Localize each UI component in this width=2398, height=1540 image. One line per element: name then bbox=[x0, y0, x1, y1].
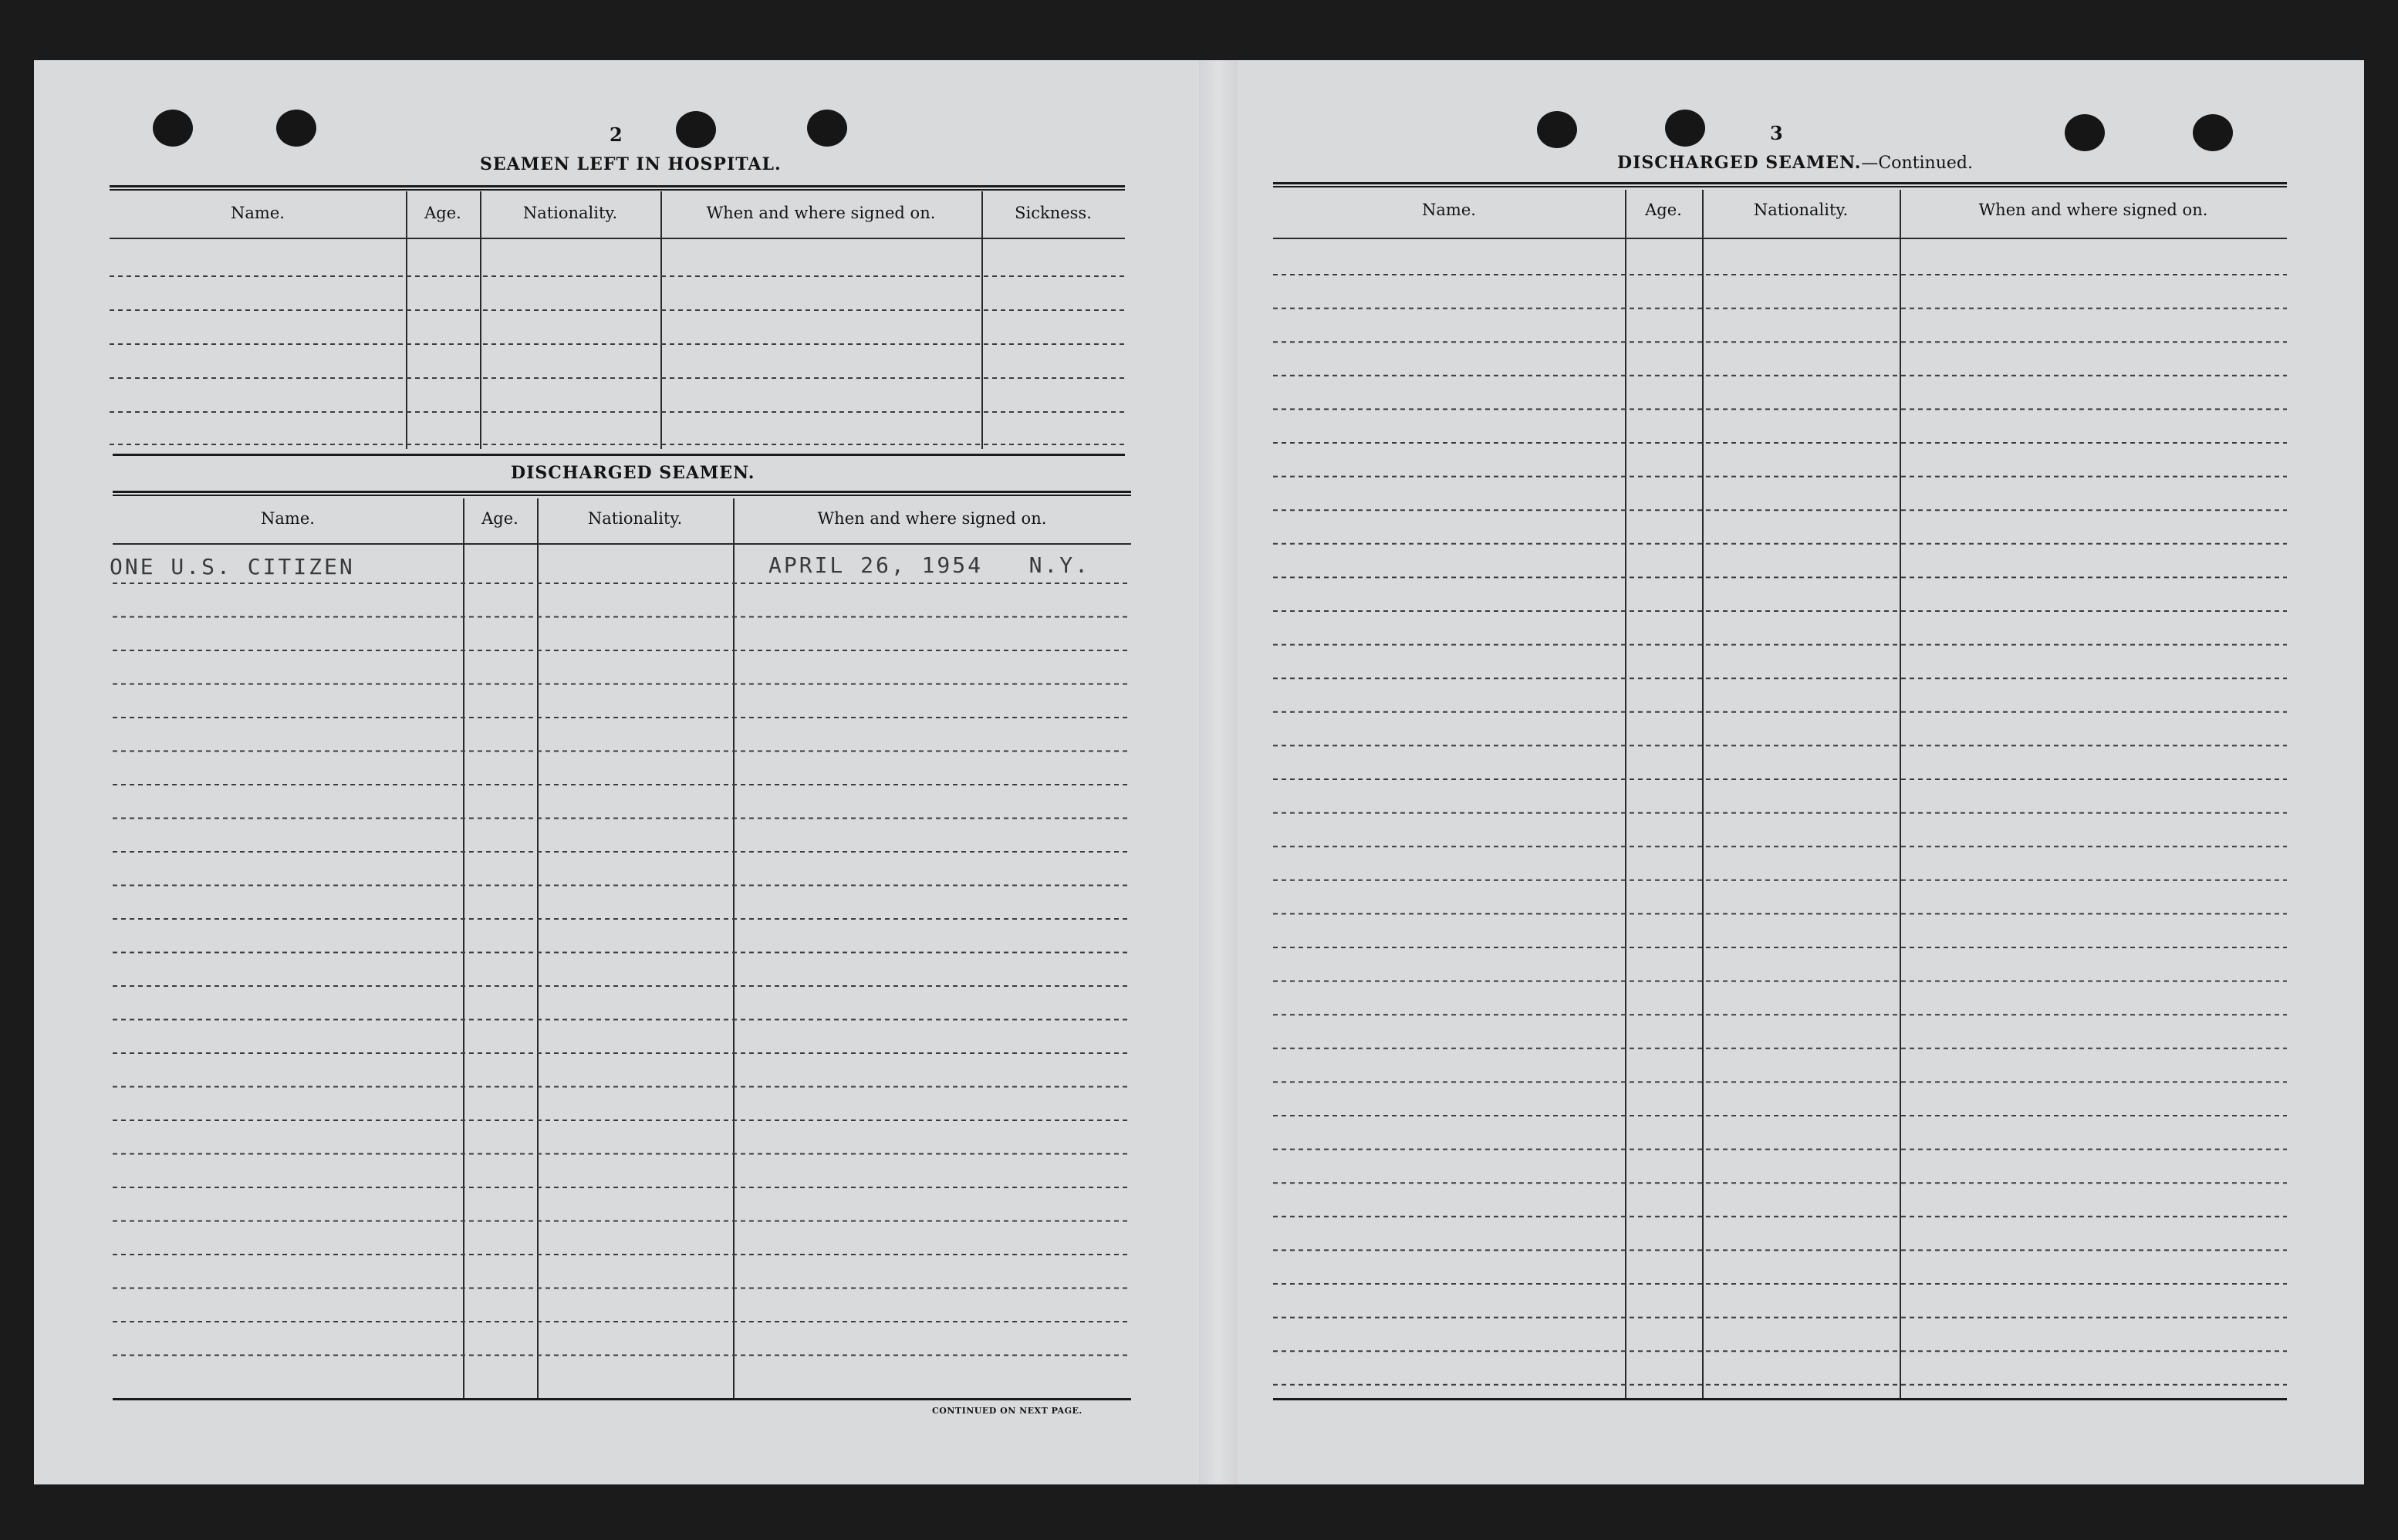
punch-hole bbox=[1665, 110, 1705, 147]
entry-signed-on: APRIL 26, 1954 N.Y. bbox=[768, 552, 1091, 578]
discharged-continued-title bbox=[1617, 153, 1973, 173]
col-head-name: Name. bbox=[1422, 201, 1476, 219]
col-head-signed-on: When and where signed on. bbox=[1978, 201, 2208, 219]
col-head-signed-on: When and where signed on. bbox=[817, 509, 1047, 528]
col-head-name: Name. bbox=[261, 509, 315, 528]
punch-hole bbox=[1537, 111, 1577, 148]
col-head-nationality: Nationality. bbox=[587, 509, 683, 528]
punch-hole bbox=[2193, 114, 2233, 151]
discharged-section-title: DISCHARGED SEAMEN. bbox=[511, 463, 755, 483]
page-number-left: 2 bbox=[610, 123, 623, 146]
hospital-section-title: SEAMEN LEFT IN HOSPITAL. bbox=[480, 154, 782, 174]
col-head-age: Age. bbox=[481, 509, 518, 528]
col-head-name: Name. bbox=[231, 204, 285, 222]
hospital-table bbox=[110, 185, 1125, 455]
entry-name: ONE U.S. CITIZEN bbox=[110, 554, 355, 579]
dotted-row-lines bbox=[1273, 182, 2287, 1401]
col-head-sickness: Sickness. bbox=[1015, 204, 1092, 222]
punch-hole bbox=[2065, 114, 2105, 151]
col-head-signed-on: When and where signed on. bbox=[706, 204, 936, 222]
discharged-table-right bbox=[1273, 182, 2287, 1401]
page-gutter bbox=[1199, 60, 1238, 1484]
punch-hole bbox=[153, 110, 193, 147]
discharged-table-left bbox=[113, 491, 1131, 1401]
col-head-nationality: Nationality. bbox=[522, 204, 618, 222]
title-main: DISCHARGED SEAMEN. bbox=[1617, 153, 1862, 173]
col-head-age: Age. bbox=[424, 204, 461, 222]
col-head-nationality: Nationality. bbox=[1753, 201, 1849, 219]
punch-hole bbox=[276, 110, 316, 147]
col-head-age: Age. bbox=[1645, 201, 1682, 219]
dotted-row-lines bbox=[110, 185, 1125, 455]
punch-hole bbox=[807, 110, 847, 147]
title-continued: —Continued. bbox=[1861, 154, 1973, 173]
punch-hole bbox=[676, 111, 716, 148]
continued-note: CONTINUED ON NEXT PAGE. bbox=[932, 1406, 1082, 1416]
dotted-row-lines bbox=[113, 491, 1131, 1401]
page-number-right: 3 bbox=[1770, 122, 1783, 144]
